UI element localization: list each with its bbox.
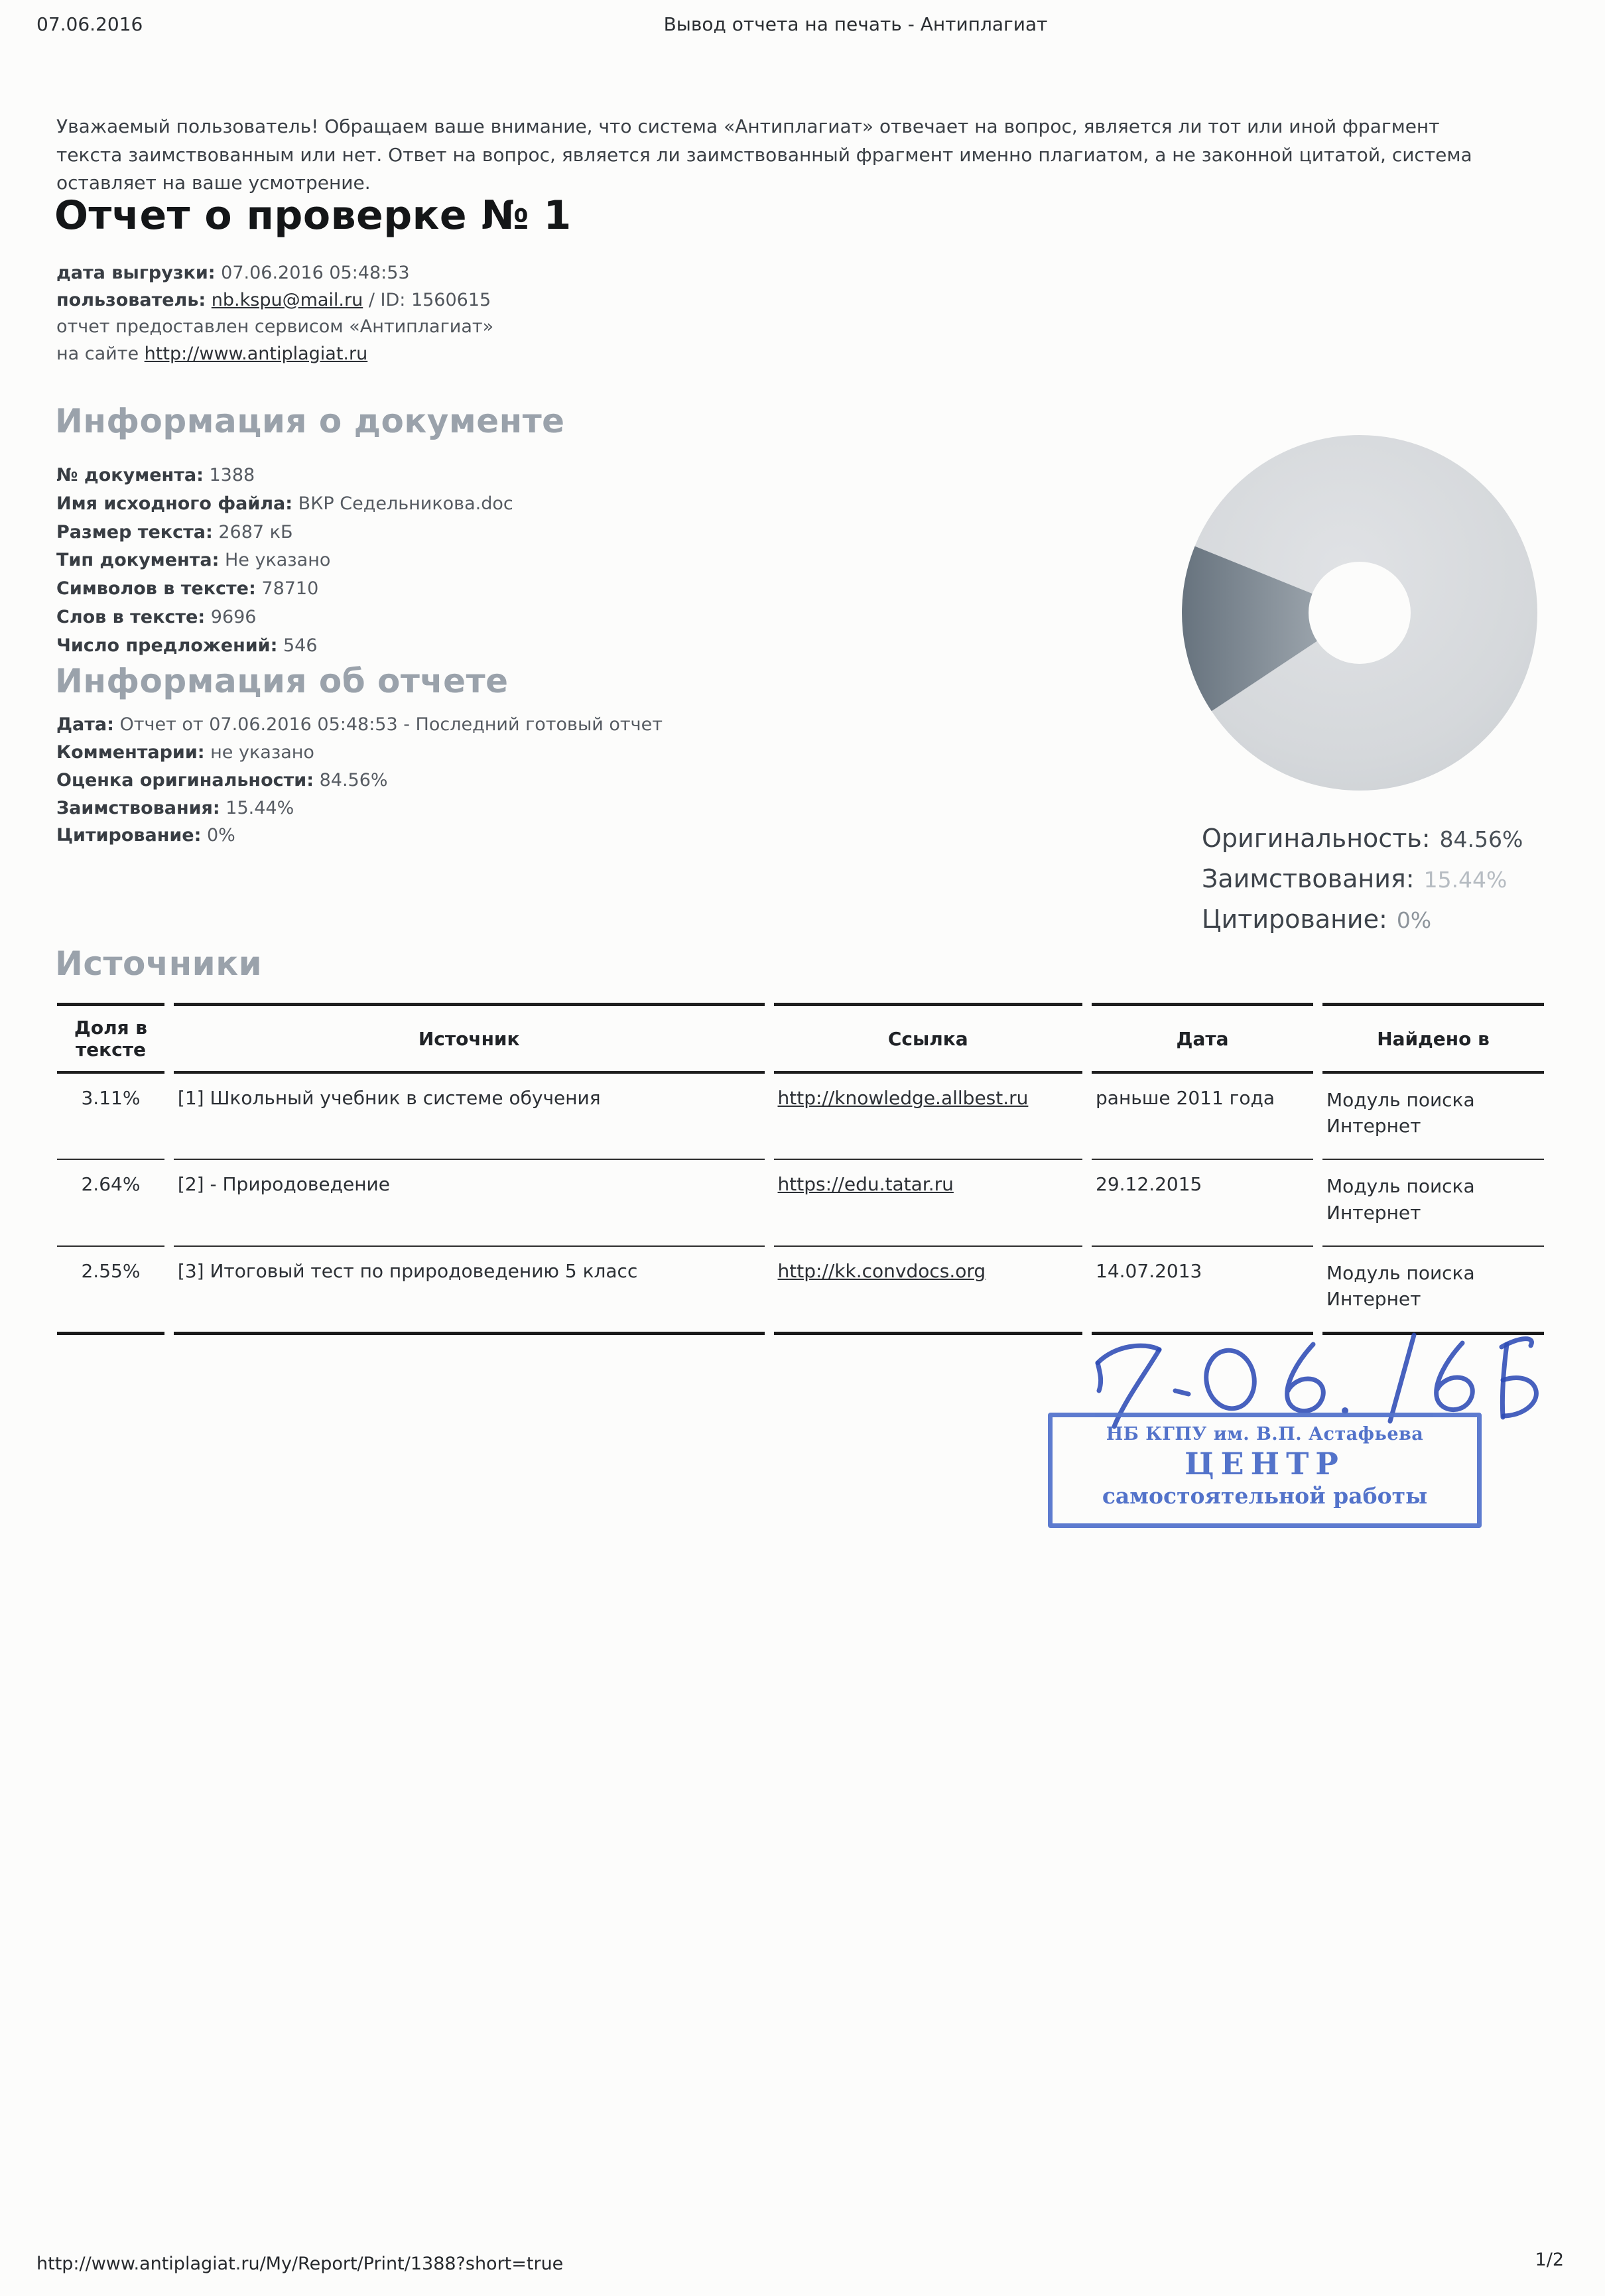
source-share: 3.11% [57, 1074, 164, 1160]
report-info-row: Заимствования: 15.44% [56, 797, 294, 818]
originality-donut-chart [1179, 432, 1541, 794]
report-info-row: Комментарии: не указано [56, 741, 314, 763]
source-date: раньше 2011 года [1092, 1074, 1313, 1160]
meta-site-line: на сайте http://www.antiplagiat.ru [56, 343, 368, 364]
source-title: [1] Школьный учебник в системе обучения [174, 1074, 765, 1160]
report-info-row: Оценка оригинальности: 84.56% [56, 769, 388, 791]
col-share: Доля в тексте [57, 1003, 164, 1074]
doc-info-row: Символов в тексте: 78710 [56, 578, 319, 600]
col-source: Источник [174, 1003, 765, 1074]
report-info-list [56, 711, 663, 850]
donut-svg [1179, 432, 1541, 794]
doc-info-row: Тип документа: Не указано [56, 550, 331, 571]
user-email-link[interactable]: nb.kspu@mail.ru [211, 289, 363, 310]
source-title: [3] Итоговый тест по природоведению 5 класс [174, 1247, 765, 1335]
source-found: Модуль поиска Интернет [1322, 1074, 1544, 1160]
source-row [57, 1160, 1544, 1246]
doc-info-row: Число предложений: 546 [56, 635, 318, 656]
source-date: 29.12.2015 [1092, 1160, 1313, 1246]
meta-upload-date: дата выгрузки: 07.06.2016 05:48:53 [56, 263, 410, 283]
donut-hole [1309, 562, 1411, 664]
antiplagiat-site-link[interactable]: http://www.antiplagiat.ru [144, 343, 368, 364]
source-link[interactable]: http://knowledge.allbest.ru [777, 1087, 1029, 1109]
intro-paragraph: Уважаемый пользователь! Обращаем ваше внимание, что система «Антиплагиат» отвечает на вопрос, является ли тот или иной фрагмент текста заимствованным или нет. Ответ на вопрос, является ли заимствованный фрагмент именно плагиатом, а не законной цитатой, система оставляет на ваше усмотрение. [56, 115, 1472, 194]
source-found: Модуль поиска Интернет [1322, 1160, 1544, 1246]
report-info-row: Дата: Отчет от 07.06.2016 05:48:53 - Последний готовый отчет [56, 714, 663, 735]
legend-original: Оригинальность: 84.56% [1202, 824, 1523, 853]
footer-url: http://www.antiplagiat.ru/My/Report/Print/1388?short=true [36, 2254, 564, 2274]
doc-info-row: Размер текста: 2687 кБ [56, 521, 293, 542]
source-title: [2] - Природоведение [174, 1160, 765, 1246]
source-link-cell [774, 1074, 1083, 1160]
library-stamp [1048, 1413, 1482, 1528]
source-share: 2.55% [57, 1247, 164, 1335]
legend-borrowed: Заимствования: 15.44% [1202, 864, 1508, 893]
col-date: Дата [1092, 1003, 1313, 1074]
doc-info-list [56, 462, 513, 660]
stamp-center-line: ЦЕНТР [1185, 1446, 1345, 1482]
sources-header-row [57, 1003, 1544, 1074]
stamp-org-line: НБ КГПУ им. В.П. Астафьева [1106, 1424, 1424, 1444]
source-share: 2.64% [57, 1160, 164, 1246]
source-date: 14.07.2013 [1092, 1247, 1313, 1335]
report-info-row: Цитирование: 0% [56, 825, 235, 846]
sources-table-wrap [48, 1003, 1553, 1335]
meta-user: пользователь: nb.kspu@mail.ru / ID: 1560615 [56, 289, 491, 310]
report-meta [56, 260, 493, 367]
doc-info-row: Имя исходного файла: ВКР Седельникова.doc [56, 493, 513, 514]
doc-info-row: № документа: 1388 [56, 465, 255, 485]
footer-page-number: 1/2 [1535, 2250, 1564, 2270]
chart-legend [1202, 824, 1523, 945]
col-found: Найдено в [1322, 1003, 1544, 1074]
sources-heading: Источники [55, 944, 263, 983]
source-link[interactable]: https://edu.tatar.ru [777, 1173, 954, 1196]
source-found: Модуль поиска Интернет [1322, 1247, 1544, 1335]
source-link-cell [774, 1160, 1083, 1246]
source-link[interactable]: http://kk.convdocs.org [777, 1259, 986, 1282]
sources-table [48, 1003, 1553, 1335]
report-title: Отчет о проверке № 1 [54, 192, 572, 239]
report-info-heading: Информация об отчете [55, 662, 509, 700]
meta-service-line: отчет предоставлен сервисом «Антиплагиат» [56, 316, 494, 337]
stamp-work-line: самостоятельной работы [1102, 1483, 1428, 1509]
source-row [57, 1074, 1544, 1160]
print-header-title: Вывод отчета на печать - Антиплагиат [663, 13, 1048, 35]
doc-info-row: Слов в тексте: 9696 [56, 606, 257, 627]
doc-info-heading: Информация о документе [55, 402, 565, 440]
legend-citation: Цитирование: 0% [1202, 905, 1432, 934]
print-header-date: 07.06.2016 [36, 13, 143, 35]
col-link: Ссылка [774, 1003, 1083, 1074]
